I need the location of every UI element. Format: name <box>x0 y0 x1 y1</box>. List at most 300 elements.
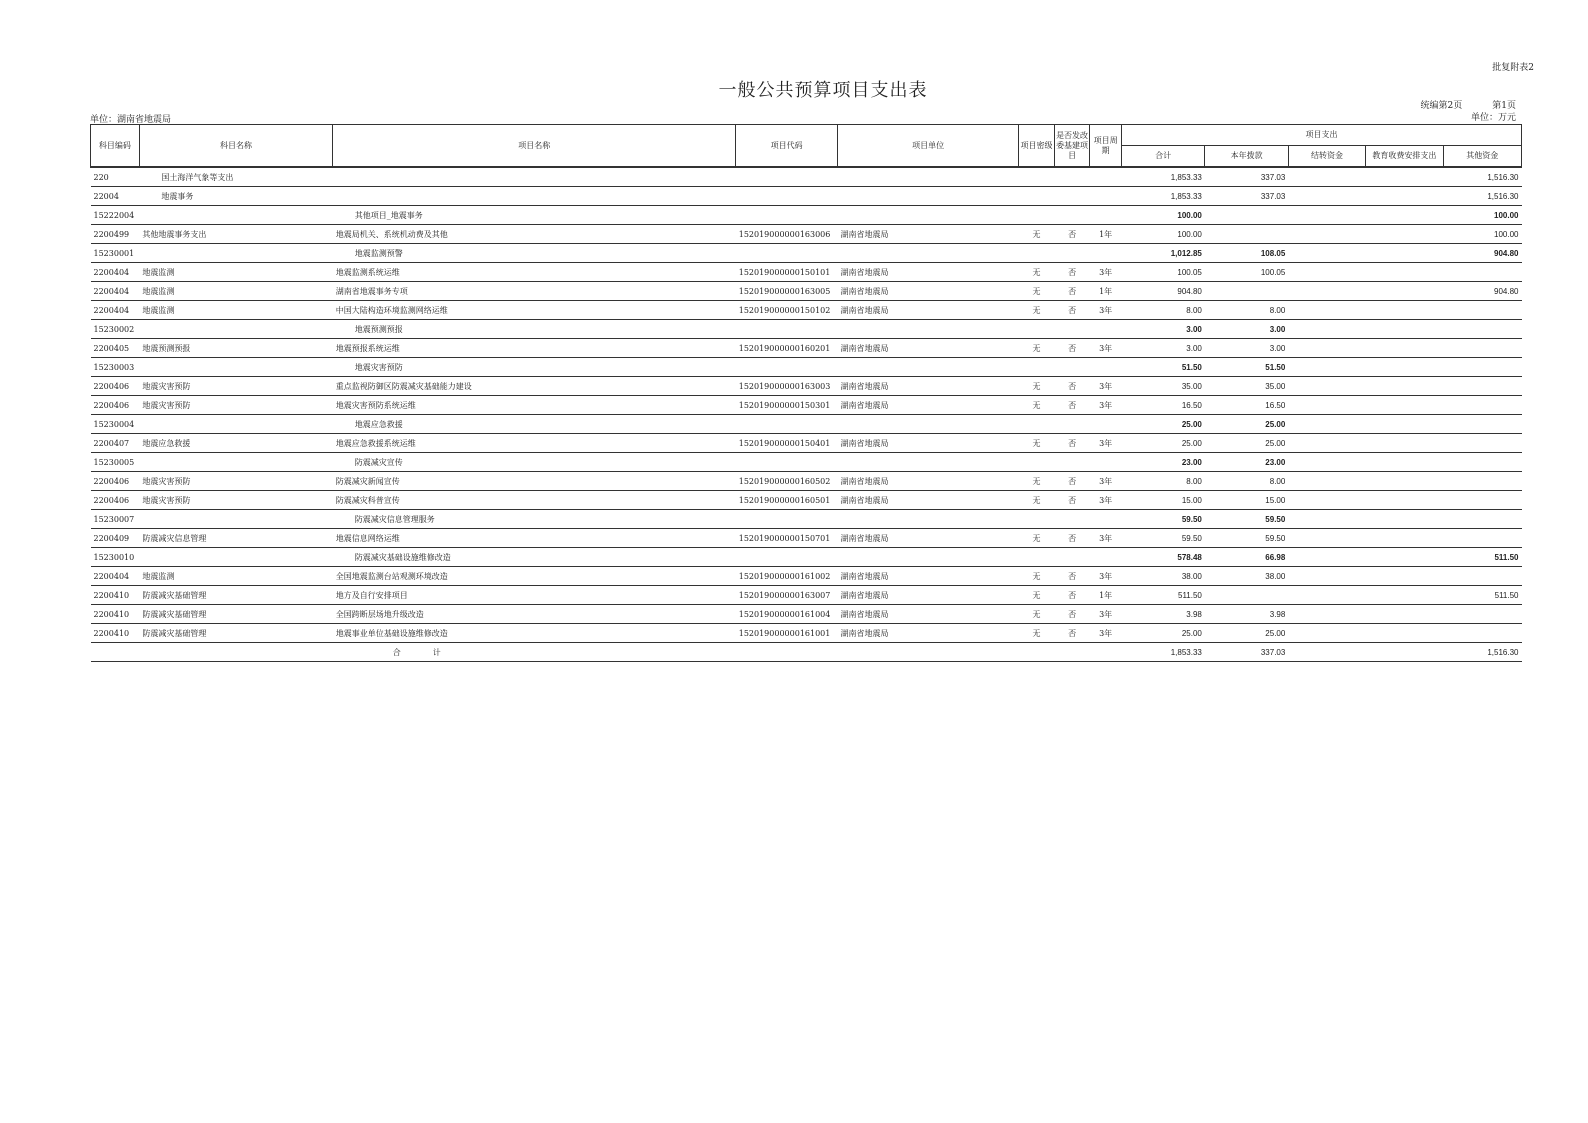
cell-period: 3年 <box>1090 472 1122 491</box>
cell-edu <box>1366 472 1443 491</box>
cell-current: 3.00 <box>1205 339 1288 358</box>
cell-carry <box>1288 301 1365 320</box>
cell-code: 2200405 <box>91 339 140 358</box>
cell-carry <box>1288 358 1365 377</box>
cell-edu <box>1366 586 1443 605</box>
cell-project: 地震事业单位基础设施维修改造 <box>333 624 736 643</box>
cell-unit: 湖南省地震局 <box>838 472 1019 491</box>
table-row <box>91 453 1522 472</box>
table-row <box>91 358 1522 377</box>
cell-edu <box>1366 548 1443 567</box>
cell-other: 1,516.30 <box>1443 187 1521 206</box>
cell-name <box>139 510 332 529</box>
cell-current: 66.98 <box>1205 548 1288 567</box>
cell-total: 16.50 <box>1121 396 1204 415</box>
cell-unit: 湖南省地震局 <box>838 339 1019 358</box>
cell-name: 防震减灾基础管理 <box>139 605 332 624</box>
cell-unit <box>838 548 1019 567</box>
cell-pcode: 152019000000160501 <box>736 491 838 510</box>
cell-code: 2200406 <box>91 377 140 396</box>
cell-carry <box>1288 339 1365 358</box>
table-row <box>91 206 1522 225</box>
cell-current: 25.00 <box>1205 415 1288 434</box>
cell-project: 地震灾害预防系统运维 <box>333 396 736 415</box>
cell-pcode: 152019000000150401 <box>736 434 838 453</box>
cell-code: 15230007 <box>91 510 140 529</box>
cell-code: 2200404 <box>91 567 140 586</box>
cell-name: 地震灾害预防 <box>139 472 332 491</box>
cell-name <box>139 643 332 662</box>
cell-total: 25.00 <box>1121 624 1204 643</box>
cell-reform: 否 <box>1054 225 1090 244</box>
cell-period <box>1090 320 1122 339</box>
cell-reform: 否 <box>1054 396 1090 415</box>
cell-carry <box>1288 167 1365 187</box>
cell-edu <box>1366 206 1443 225</box>
cell-reform <box>1054 320 1090 339</box>
col-project-unit: 项目单位 <box>838 125 1019 168</box>
cell-pcode: 152019000000163003 <box>736 377 838 396</box>
cell-total: 100.00 <box>1121 225 1204 244</box>
cell-current: 337.03 <box>1205 643 1288 662</box>
cell-name <box>139 548 332 567</box>
cell-carry <box>1288 453 1365 472</box>
cell-edu <box>1366 320 1443 339</box>
col-total: 合计 <box>1121 146 1204 168</box>
cell-pcode: 152019000000150101 <box>736 263 838 282</box>
cell-pcode <box>736 415 838 434</box>
cell-period: 3年 <box>1090 567 1122 586</box>
cell-project: 防震减灾信息管理服务 <box>333 510 736 529</box>
cell-current: 108.05 <box>1205 244 1288 263</box>
cell-carry <box>1288 244 1365 263</box>
cell-other: 100.00 <box>1443 206 1521 225</box>
col-project-name: 项目名称 <box>333 125 736 168</box>
cell-edu <box>1366 339 1443 358</box>
cell-secret <box>1019 643 1055 662</box>
cell-other: 1,516.30 <box>1443 643 1521 662</box>
cell-reform: 否 <box>1054 586 1090 605</box>
cell-name <box>139 244 332 263</box>
cell-edu <box>1366 187 1443 206</box>
cell-unit: 湖南省地震局 <box>838 586 1019 605</box>
cell-total: 100.05 <box>1121 263 1204 282</box>
table-row <box>91 263 1522 282</box>
budget-table <box>90 124 1522 662</box>
cell-current: 59.50 <box>1205 510 1288 529</box>
cell-unit <box>838 244 1019 263</box>
cell-name: 地震监测 <box>139 282 332 301</box>
table-row <box>91 320 1522 339</box>
cell-carry <box>1288 605 1365 624</box>
cell-pcode: 152019000000160502 <box>736 472 838 491</box>
cell-total: 59.50 <box>1121 510 1204 529</box>
cell-total: 8.00 <box>1121 472 1204 491</box>
cell-edu <box>1366 263 1443 282</box>
cell-secret <box>1019 358 1055 377</box>
cell-carry <box>1288 529 1365 548</box>
cell-unit: 湖南省地震局 <box>838 377 1019 396</box>
table-row <box>91 586 1522 605</box>
table-row <box>91 396 1522 415</box>
cell-period: 3年 <box>1090 624 1122 643</box>
cell-period <box>1090 206 1122 225</box>
cell-total: 100.00 <box>1121 206 1204 225</box>
cell-carry <box>1288 415 1365 434</box>
cell-pcode: 152019000000161002 <box>736 567 838 586</box>
cell-name <box>139 415 332 434</box>
cell-current: 8.00 <box>1205 472 1288 491</box>
cell-edu <box>1366 643 1443 662</box>
cell-current <box>1205 586 1288 605</box>
table-row <box>91 301 1522 320</box>
cell-pcode <box>736 206 838 225</box>
cell-current: 337.03 <box>1205 167 1288 187</box>
cell-other <box>1443 510 1521 529</box>
cell-reform: 否 <box>1054 624 1090 643</box>
cell-edu <box>1366 167 1443 187</box>
cell-secret: 无 <box>1019 605 1055 624</box>
cell-period <box>1090 643 1122 662</box>
cell-edu <box>1366 510 1443 529</box>
cell-project: 地震局机关、系统机动费及其他 <box>333 225 736 244</box>
page-title: 一般公共预算项目支出表 <box>718 80 928 101</box>
cell-edu <box>1366 624 1443 643</box>
table-row <box>91 491 1522 510</box>
cell-carry <box>1288 263 1365 282</box>
cell-code: 15230004 <box>91 415 140 434</box>
cell-reform: 否 <box>1054 301 1090 320</box>
cell-project: 地震监测预警 <box>333 244 736 263</box>
cell-project: 重点监视防御区防震减灾基础能力建设 <box>333 377 736 396</box>
cell-total: 8.00 <box>1121 301 1204 320</box>
cell-total: 904.80 <box>1121 282 1204 301</box>
cell-name: 地震监测 <box>139 263 332 282</box>
cell-unit: 湖南省地震局 <box>838 567 1019 586</box>
cell-code: 2200409 <box>91 529 140 548</box>
cell-pcode: 152019000000150102 <box>736 301 838 320</box>
cell-period <box>1090 187 1122 206</box>
cell-unit: 湖南省地震局 <box>838 282 1019 301</box>
cell-reform: 否 <box>1054 339 1090 358</box>
cell-secret: 无 <box>1019 472 1055 491</box>
cell-current: 3.00 <box>1205 320 1288 339</box>
cell-other <box>1443 377 1521 396</box>
cell-unit: 湖南省地震局 <box>838 225 1019 244</box>
cell-period: 3年 <box>1090 339 1122 358</box>
cell-reform: 否 <box>1054 282 1090 301</box>
cell-pcode: 152019000000150301 <box>736 396 838 415</box>
cell-secret <box>1019 320 1055 339</box>
cell-code: 2200499 <box>91 225 140 244</box>
cell-name: 地震监测 <box>139 301 332 320</box>
cell-other <box>1443 434 1521 453</box>
cell-carry <box>1288 472 1365 491</box>
cell-name <box>139 453 332 472</box>
cell-current: 15.00 <box>1205 491 1288 510</box>
cell-name: 地震事务 <box>139 187 332 206</box>
col-current-year: 本年拨款 <box>1205 146 1288 168</box>
cell-reform <box>1054 206 1090 225</box>
cell-period <box>1090 453 1122 472</box>
cell-unit <box>838 510 1019 529</box>
cell-secret <box>1019 187 1055 206</box>
table-row <box>91 377 1522 396</box>
cell-code: 220 <box>91 167 140 187</box>
cell-total: 38.00 <box>1121 567 1204 586</box>
cell-period: 3年 <box>1090 434 1122 453</box>
cell-name: 其他地震事务支出 <box>139 225 332 244</box>
cell-secret <box>1019 206 1055 225</box>
cell-unit <box>838 206 1019 225</box>
cell-pcode: 152019000000161004 <box>736 605 838 624</box>
cell-unit: 湖南省地震局 <box>838 434 1019 453</box>
cell-code: 15230001 <box>91 244 140 263</box>
cell-total: 23.00 <box>1121 453 1204 472</box>
cell-other <box>1443 339 1521 358</box>
cell-current: 16.50 <box>1205 396 1288 415</box>
table-row <box>91 529 1522 548</box>
col-is-reform: 是否发改委基建项目 <box>1054 125 1090 168</box>
cell-pcode <box>736 187 838 206</box>
cell-secret: 无 <box>1019 586 1055 605</box>
cell-edu <box>1366 491 1443 510</box>
cell-carry <box>1288 396 1365 415</box>
cell-project: 地震预报系统运维 <box>333 339 736 358</box>
cell-unit <box>838 643 1019 662</box>
col-secret-level: 项目密级 <box>1019 125 1055 168</box>
cell-current: 23.00 <box>1205 453 1288 472</box>
cell-secret <box>1019 244 1055 263</box>
cell-name: 地震预测预报 <box>139 339 332 358</box>
cell-total: 51.50 <box>1121 358 1204 377</box>
cell-secret: 无 <box>1019 339 1055 358</box>
cell-edu <box>1366 529 1443 548</box>
cell-project: 其他项目_地震事务 <box>333 206 736 225</box>
cell-secret <box>1019 548 1055 567</box>
table-row <box>91 567 1522 586</box>
cell-other: 904.80 <box>1443 244 1521 263</box>
table-row <box>91 548 1522 567</box>
cell-period: 3年 <box>1090 605 1122 624</box>
cell-other <box>1443 301 1521 320</box>
cell-total: 1,853.33 <box>1121 187 1204 206</box>
cell-total: 511.50 <box>1121 586 1204 605</box>
cell-current: 38.00 <box>1205 567 1288 586</box>
table-row <box>91 415 1522 434</box>
cell-unit <box>838 415 1019 434</box>
cell-secret: 无 <box>1019 529 1055 548</box>
cell-reform: 否 <box>1054 434 1090 453</box>
cell-secret: 无 <box>1019 434 1055 453</box>
cell-code: 2200407 <box>91 434 140 453</box>
cell-project: 地震监测系统运维 <box>333 263 736 282</box>
cell-code: 15230010 <box>91 548 140 567</box>
cell-other <box>1443 624 1521 643</box>
cell-secret: 无 <box>1019 301 1055 320</box>
cell-project: 地震应急救援 <box>333 415 736 434</box>
cell-code: 2200410 <box>91 586 140 605</box>
cell-unit <box>838 453 1019 472</box>
cell-carry <box>1288 548 1365 567</box>
cell-unit <box>838 167 1019 187</box>
cell-unit: 湖南省地震局 <box>838 396 1019 415</box>
cell-carry <box>1288 643 1365 662</box>
cell-code: 2200404 <box>91 282 140 301</box>
cell-carry <box>1288 320 1365 339</box>
cell-name: 地震监测 <box>139 567 332 586</box>
cell-current: 59.50 <box>1205 529 1288 548</box>
unit-money: 单位：万元 <box>1470 113 1516 123</box>
cell-pcode <box>736 643 838 662</box>
cell-reform: 否 <box>1054 472 1090 491</box>
cell-current: 337.03 <box>1205 187 1288 206</box>
cell-other: 511.50 <box>1443 548 1521 567</box>
cell-period <box>1090 358 1122 377</box>
cell-total: 1,012.85 <box>1121 244 1204 263</box>
cell-unit <box>838 320 1019 339</box>
cell-edu <box>1366 377 1443 396</box>
cell-pcode: 152019000000161001 <box>736 624 838 643</box>
cell-total: 3.00 <box>1121 339 1204 358</box>
cell-pcode <box>736 510 838 529</box>
table-row <box>91 510 1522 529</box>
cell-reform <box>1054 167 1090 187</box>
cell-other <box>1443 491 1521 510</box>
cell-other <box>1443 453 1521 472</box>
cell-period: 3年 <box>1090 529 1122 548</box>
cell-pcode <box>736 244 838 263</box>
cell-code: 2200410 <box>91 605 140 624</box>
cell-code: 2200404 <box>91 301 140 320</box>
cell-pcode <box>736 548 838 567</box>
cell-other: 511.50 <box>1443 586 1521 605</box>
cell-name: 国土海洋气象等支出 <box>139 167 332 187</box>
cell-secret <box>1019 510 1055 529</box>
cell-name <box>139 358 332 377</box>
cell-reform: 否 <box>1054 567 1090 586</box>
table-row <box>91 225 1522 244</box>
cell-secret <box>1019 415 1055 434</box>
cell-period: 1年 <box>1090 225 1122 244</box>
cell-secret: 无 <box>1019 624 1055 643</box>
cell-total: 3.00 <box>1121 320 1204 339</box>
cell-reform <box>1054 187 1090 206</box>
cell-secret: 无 <box>1019 263 1055 282</box>
cell-current <box>1205 282 1288 301</box>
cell-secret: 无 <box>1019 491 1055 510</box>
cell-period <box>1090 415 1122 434</box>
cell-edu <box>1366 605 1443 624</box>
cell-code: 15230003 <box>91 358 140 377</box>
cell-project: 全国跨断层场地升级改造 <box>333 605 736 624</box>
cell-pcode: 152019000000160201 <box>736 339 838 358</box>
cell-period: 3年 <box>1090 491 1122 510</box>
cell-project: 防震减灾新闻宣传 <box>333 472 736 491</box>
cell-pcode: 152019000000163006 <box>736 225 838 244</box>
cell-period: 3年 <box>1090 301 1122 320</box>
cell-reform: 否 <box>1054 605 1090 624</box>
cell-other <box>1443 320 1521 339</box>
cell-unit: 湖南省地震局 <box>838 491 1019 510</box>
cell-name: 地震应急救援 <box>139 434 332 453</box>
cell-name: 地震灾害预防 <box>139 396 332 415</box>
cell-unit <box>838 358 1019 377</box>
cell-pcode <box>736 453 838 472</box>
cell-period: 1年 <box>1090 586 1122 605</box>
cell-period <box>1090 548 1122 567</box>
cell-current: 25.00 <box>1205 434 1288 453</box>
cell-carry <box>1288 187 1365 206</box>
table-row <box>91 187 1522 206</box>
cell-code: 15230005 <box>91 453 140 472</box>
cell-project: 中国大陆构造环境监测网络运维 <box>333 301 736 320</box>
cell-current <box>1205 225 1288 244</box>
table-row <box>91 167 1522 187</box>
cell-reform: 否 <box>1054 491 1090 510</box>
col-other: 其他资金 <box>1443 146 1521 168</box>
cell-name: 防震减灾基础管理 <box>139 624 332 643</box>
cell-project: 合 计 <box>333 643 736 662</box>
cell-edu <box>1366 415 1443 434</box>
table-row <box>91 624 1522 643</box>
cell-carry <box>1288 510 1365 529</box>
page-current: 第1页 <box>1492 101 1516 111</box>
cell-current: 35.00 <box>1205 377 1288 396</box>
cell-carry <box>1288 567 1365 586</box>
table-row <box>91 282 1522 301</box>
cell-project: 地震应急救援系统运维 <box>333 434 736 453</box>
cell-code: 2200406 <box>91 472 140 491</box>
cell-carry <box>1288 206 1365 225</box>
cell-current: 3.98 <box>1205 605 1288 624</box>
cell-other: 1,516.30 <box>1443 167 1521 187</box>
col-edu-fee: 教育收费安排支出 <box>1366 146 1443 168</box>
cell-current: 8.00 <box>1205 301 1288 320</box>
cell-current: 100.05 <box>1205 263 1288 282</box>
cell-code: 22004 <box>91 187 140 206</box>
cell-period <box>1090 167 1122 187</box>
cell-period <box>1090 244 1122 263</box>
col-subject-name: 科目名称 <box>139 125 332 168</box>
cell-reform <box>1054 643 1090 662</box>
cell-pcode: 152019000000150701 <box>736 529 838 548</box>
cell-name: 防震减灾信息管理 <box>139 529 332 548</box>
cell-carry <box>1288 586 1365 605</box>
cell-reform <box>1054 358 1090 377</box>
table-row <box>91 643 1522 662</box>
cell-secret: 无 <box>1019 282 1055 301</box>
cell-secret: 无 <box>1019 396 1055 415</box>
cell-secret: 无 <box>1019 377 1055 396</box>
cell-code: 15230002 <box>91 320 140 339</box>
cell-current: 51.50 <box>1205 358 1288 377</box>
cell-pcode: 152019000000163005 <box>736 282 838 301</box>
cell-name: 防震减灾基础管理 <box>139 586 332 605</box>
table-row <box>91 605 1522 624</box>
cell-project <box>333 187 736 206</box>
cell-total: 3.98 <box>1121 605 1204 624</box>
cell-total: 25.00 <box>1121 434 1204 453</box>
cell-code: 2200410 <box>91 624 140 643</box>
cell-reform <box>1054 510 1090 529</box>
cell-other <box>1443 263 1521 282</box>
cell-other: 100.00 <box>1443 225 1521 244</box>
cell-pcode: 152019000000163007 <box>736 586 838 605</box>
cell-code <box>91 643 140 662</box>
cell-pcode <box>736 320 838 339</box>
cell-project: 防震减灾宣传 <box>333 453 736 472</box>
